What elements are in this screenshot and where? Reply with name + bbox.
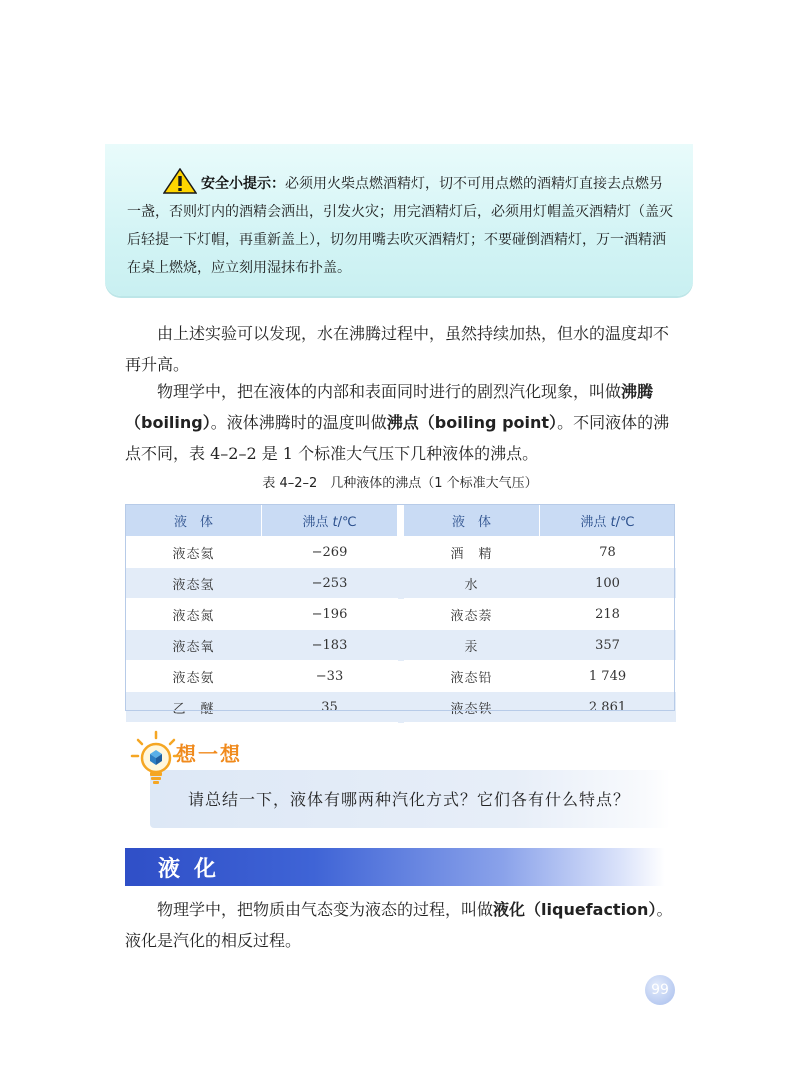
boiling-value: −183 <box>262 630 398 661</box>
liquid-name: 液态氮 <box>126 599 262 630</box>
table-row <box>126 537 676 568</box>
term-boiling: 沸腾（boiling） <box>125 382 654 432</box>
header-bp-var: t <box>610 515 616 530</box>
warning-triangle-icon <box>163 168 197 194</box>
paragraph-observation: 由上述实验可以发现，水在沸腾过程中，虽然持续加热，但水的温度却不再升高。 <box>125 324 670 374</box>
think-title: 想一想 <box>176 742 242 766</box>
header-bp-prefix: 沸点 <box>302 515 333 530</box>
header-liquid-1: 液 体 <box>126 505 262 537</box>
boiling-point-table-wrap <box>125 504 675 723</box>
table-caption: 表 4–2–2 几种液体的沸点（1 个标准大气压） <box>262 476 538 491</box>
liquid-name: 液态氦 <box>126 537 262 568</box>
boiling-point-table <box>125 504 676 723</box>
table-header-row <box>126 505 676 537</box>
p2-text-c: 。不同液体的沸点不同，表 4–2–2 是 1 个标准大气压下几种液体的沸点。 <box>125 413 670 463</box>
paragraph-liquefaction-definition <box>125 894 675 956</box>
liquid-name: 液态萘 <box>404 599 540 630</box>
boiling-value: −269 <box>262 537 398 568</box>
p3-text-b: 。液化是汽化的相反过程。 <box>125 900 673 950</box>
header-bp-unit: /℃ <box>337 515 357 530</box>
boiling-value: −196 <box>262 599 398 630</box>
term-boiling-point: 沸点（boiling point） <box>386 413 558 432</box>
boiling-value: 1 749 <box>540 661 676 692</box>
page-number: 99 <box>645 975 675 1005</box>
lightbulb-icon <box>130 730 182 788</box>
liquid-name: 水 <box>404 568 540 599</box>
safety-tip-title: 安全小提示： <box>201 176 285 192</box>
liquid-name: 汞 <box>404 630 540 661</box>
section-header-bar <box>125 848 665 886</box>
liquid-name: 液态铁 <box>404 692 540 723</box>
liquid-name: 液态铅 <box>404 661 540 692</box>
liquid-name: 液态氧 <box>126 630 262 661</box>
header-boiling-point-1 <box>262 505 398 537</box>
p2-text-b: 。液体沸腾时的温度叫做 <box>210 413 387 432</box>
boiling-value: 2 861 <box>540 692 676 723</box>
safety-tip-content <box>127 168 675 282</box>
table-row <box>126 692 676 723</box>
boiling-value: 100 <box>540 568 676 599</box>
header-bp-var: t <box>332 515 338 530</box>
table-row <box>126 599 676 630</box>
table-row <box>126 661 676 692</box>
safety-tip-text: 必须用火柴点燃酒精灯，切不可用点燃的酒精灯直接去点燃另一盏，否则灯内的酒精会洒出，引发火灾；用完酒精灯后，必须用灯帽盖灭酒精灯（盖灭后轻提一下灯帽，再重新盖上），切勿用嘴去吹灭酒精灯；不要碰倒酒精灯，万一酒精洒在桌上燃烧，应立刻用湿抹布扑盖。 <box>127 176 673 276</box>
p3-text-a: 物理学中，把物质由气态变为液态的过程，叫做 <box>157 900 494 919</box>
p2-text-a: 物理学中，把在液体的内部和表面同时进行的剧烈汽化现象，叫做 <box>157 382 622 401</box>
term-liquefaction: 液化（liquefaction） <box>493 900 657 919</box>
liquid-name: 液态氨 <box>126 661 262 692</box>
boiling-value: 35 <box>262 692 398 723</box>
boiling-value: −33 <box>262 661 398 692</box>
header-bp-unit: /℃ <box>615 515 635 530</box>
liquid-name: 酒 精 <box>404 537 540 568</box>
boiling-value: 218 <box>540 599 676 630</box>
liquid-name: 液态氢 <box>126 568 262 599</box>
safety-tip-box <box>105 144 693 296</box>
header-bp-prefix: 沸点 <box>580 515 611 530</box>
paragraph-boiling-definition <box>125 376 675 469</box>
header-boiling-point-2 <box>540 505 676 537</box>
boiling-value: 357 <box>540 630 676 661</box>
table-row <box>126 630 676 661</box>
liquid-name: 乙 醚 <box>126 692 262 723</box>
section-title: 液化 <box>158 857 231 882</box>
boiling-value: −253 <box>262 568 398 599</box>
table-row <box>126 568 676 599</box>
header-liquid-2: 液 体 <box>404 505 540 537</box>
think-question: 请总结一下，液体有哪两种汽化方式？它们各有什么特点？ <box>188 790 631 809</box>
boiling-value: 78 <box>540 537 676 568</box>
think-header <box>130 730 330 786</box>
